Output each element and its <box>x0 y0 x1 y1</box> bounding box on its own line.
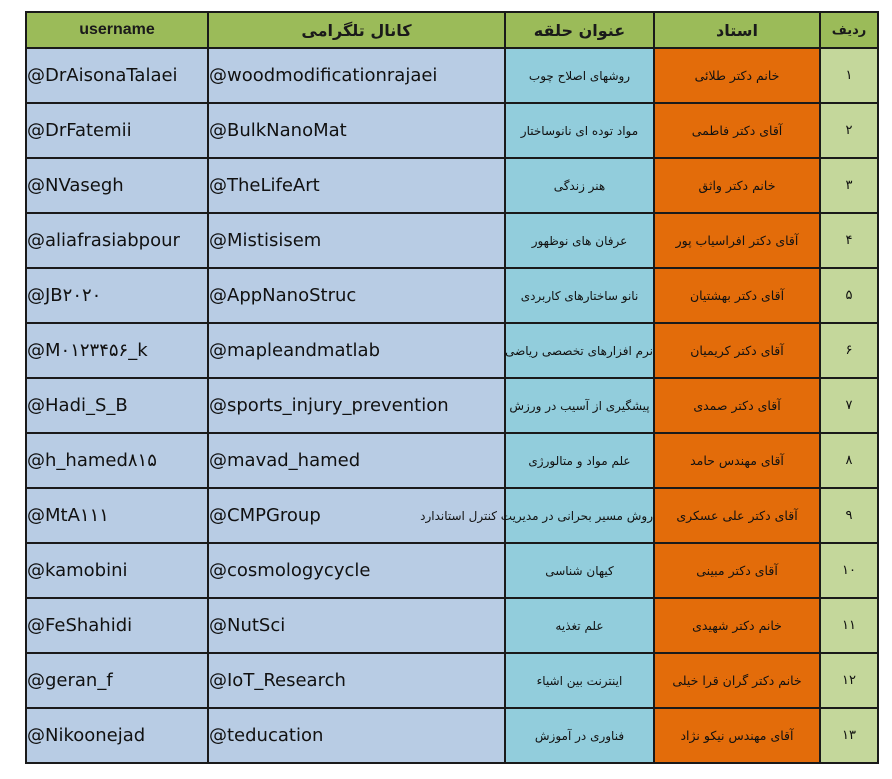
header-channel: کانال تلگرامی <box>208 12 505 48</box>
row-number-cell: ۴ <box>820 213 878 268</box>
topic-cell: هنر زندگی <box>505 158 654 213</box>
professor-cell: آقای دکتر علی عسکری <box>654 488 820 543</box>
row-number-cell: ۱۰ <box>820 543 878 598</box>
table-row <box>26 103 878 158</box>
username-cell: @NVasegh <box>26 158 208 213</box>
professor-cell: آقای دکتر بهشتیان <box>654 268 820 323</box>
topic-cell: کیهان شناسی <box>505 543 654 598</box>
username-cell: @aliafrasiabpour <box>26 213 208 268</box>
row-number-cell: ۹ <box>820 488 878 543</box>
row-number-cell: ۷ <box>820 378 878 433</box>
username-cell: @M۰۱۲۳۴۵۶_k <box>26 323 208 378</box>
professor-cell: آقای دکتر افراسیاب پور <box>654 213 820 268</box>
channel-cell: @TheLifeArt <box>208 158 505 213</box>
topic-cell: نانو ساختارهای کاربردی <box>505 268 654 323</box>
channel-cell: @cosmologycycle <box>208 543 505 598</box>
row-number-cell: ۵ <box>820 268 878 323</box>
professor-cell: آقای دکتر صمدی <box>654 378 820 433</box>
professor-cell: آقای دکتر مبینی <box>654 543 820 598</box>
header-topic: عنوان حلقه <box>505 12 654 48</box>
channel-cell: @AppNanoStruc <box>208 268 505 323</box>
row-number-cell: ۱۱ <box>820 598 878 653</box>
topic-cell: روش مسیر بحرانی در مدیریت کنترل استاندارد <box>505 488 654 543</box>
username-cell: @FeShahidi <box>26 598 208 653</box>
table-row <box>26 213 878 268</box>
row-number-cell: ۸ <box>820 433 878 488</box>
username-cell: @Nikoonejad <box>26 708 208 763</box>
table-row <box>26 598 878 653</box>
topic-cell: علم تغذیه <box>505 598 654 653</box>
schedule-table <box>25 11 879 764</box>
channel-cell: @BulkNanoMat <box>208 103 505 158</box>
professor-cell: آقای مهندس نیکو نژاد <box>654 708 820 763</box>
row-number-cell: ۲ <box>820 103 878 158</box>
channel-cell: @mavad_hamed <box>208 433 505 488</box>
table-row <box>26 378 878 433</box>
channel-cell: @mapleandmatlab <box>208 323 505 378</box>
username-cell: @JB۲۰۲۰ <box>26 268 208 323</box>
table-row <box>26 158 878 213</box>
table-row <box>26 543 878 598</box>
topic-cell: اینترنت بین اشیاء <box>505 653 654 708</box>
professor-cell: خانم دکتر طلائی <box>654 48 820 103</box>
channel-cell: @Mistisisem <box>208 213 505 268</box>
table-row <box>26 488 878 543</box>
username-cell: @Hadi_S_B <box>26 378 208 433</box>
topic-cell: مواد توده ای نانوساختار <box>505 103 654 158</box>
row-number-cell: ۶ <box>820 323 878 378</box>
table-row <box>26 433 878 488</box>
channel-cell: @IoT_Research <box>208 653 505 708</box>
row-number-cell: ۳ <box>820 158 878 213</box>
topic-cell: نرم افزارهای تخصصی ریاضی <box>505 323 654 378</box>
header-professor: استاد <box>654 12 820 48</box>
table-row <box>26 323 878 378</box>
professor-cell: خانم دکتر شهیدی <box>654 598 820 653</box>
table-row <box>26 653 878 708</box>
username-cell: @h_hamed۸۱۵ <box>26 433 208 488</box>
table-body <box>26 48 878 763</box>
channel-cell: @woodmodificationrajaei <box>208 48 505 103</box>
professor-cell: خانم دکتر واثق <box>654 158 820 213</box>
professor-cell: آقای دکتر فاطمی <box>654 103 820 158</box>
professor-cell: آقای مهندس حامد <box>654 433 820 488</box>
table-row <box>26 268 878 323</box>
professor-cell: خانم دکتر گران قرا خیلی <box>654 653 820 708</box>
channel-cell: @sports_injury_prevention <box>208 378 505 433</box>
table-row <box>26 708 878 763</box>
header-row-number: ردیف <box>820 12 878 48</box>
row-number-cell: ۱۲ <box>820 653 878 708</box>
channel-cell: @CMPGroup <box>208 488 505 543</box>
channel-cell: @NutSci <box>208 598 505 653</box>
username-cell: @geran_f <box>26 653 208 708</box>
topic-cell: روشهای اصلاح چوب <box>505 48 654 103</box>
header-row <box>26 12 878 48</box>
header-username: username <box>26 12 208 48</box>
topic-cell: عرفان های نوظهور <box>505 213 654 268</box>
table-row <box>26 48 878 103</box>
professor-cell: آقای دکتر کریمیان <box>654 323 820 378</box>
username-cell: @kamobini <box>26 543 208 598</box>
row-number-cell: ۱ <box>820 48 878 103</box>
topic-cell: فناوری در آموزش <box>505 708 654 763</box>
topic-cell: علم مواد و متالورژی <box>505 433 654 488</box>
channel-cell: @teducation <box>208 708 505 763</box>
username-cell: @MtA۱۱۱ <box>26 488 208 543</box>
topic-cell: پیشگیری از آسیب در ورزش <box>505 378 654 433</box>
username-cell: @DrFatemii <box>26 103 208 158</box>
row-number-cell: ۱۳ <box>820 708 878 763</box>
username-cell: @DrAisonaTalaei <box>26 48 208 103</box>
